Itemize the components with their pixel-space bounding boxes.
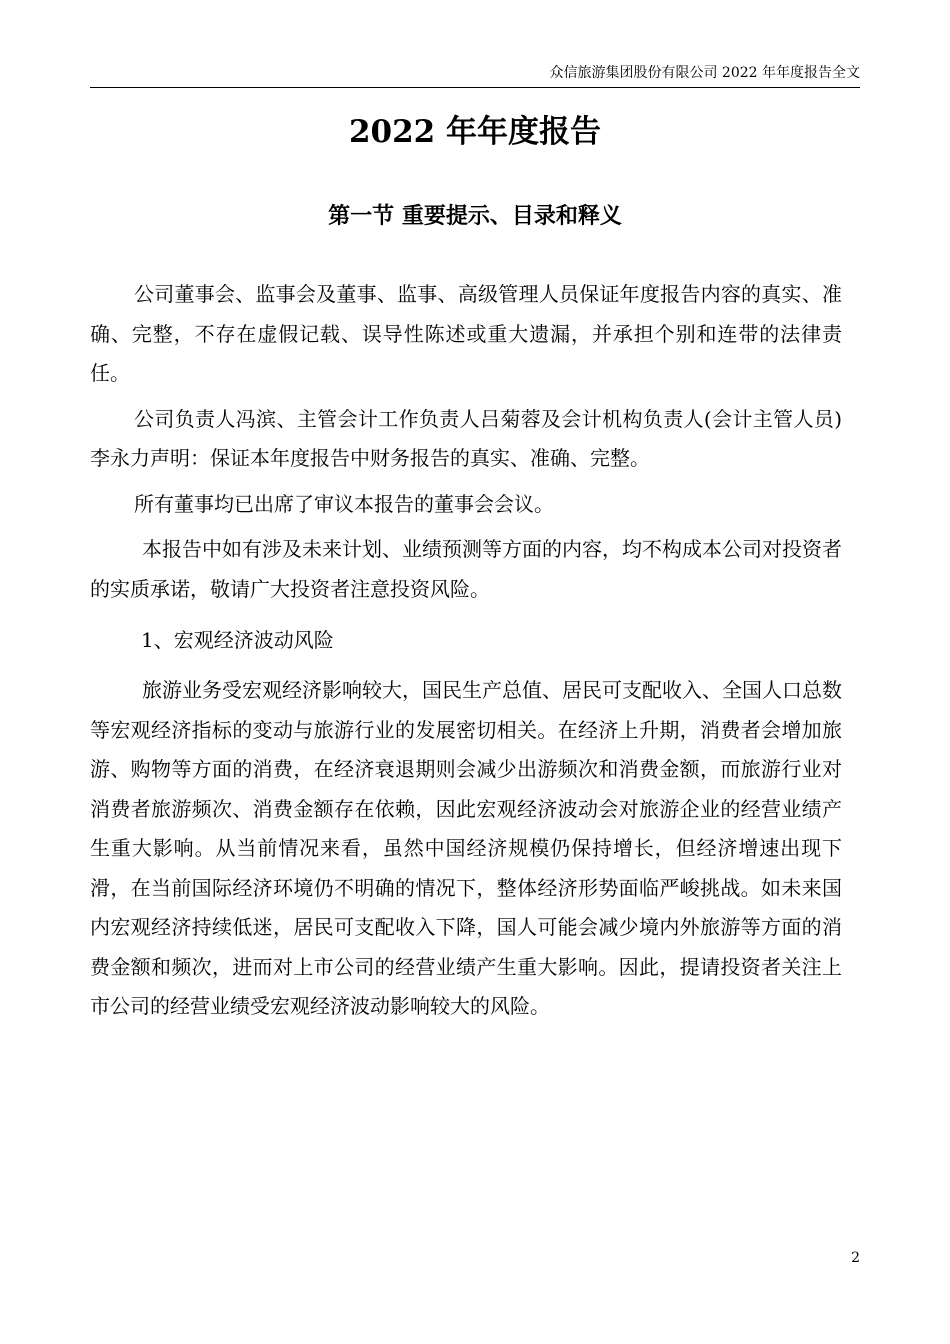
responsible-persons-paragraph: 公司负责人冯滨、主管会计工作负责人吕菊蓉及会计机构负责人(会计主管人员)李永力声明：保证本年度报告中财务报告的真实、准确、完整。 [90,406,842,470]
report-title: 2022 年年度报告 [348,114,602,150]
risk-paragraph: 旅游业务受宏观经济影响较大，国民生产总值、居民可支配收入、全国人口总数等宏观经济指标的变动与旅游行业的发展密切相关。在经济上升期，消费者会增加旅游、购物等方面的消费，在经济衰退期则会减少出游频次和消费金额，而旅游行业对消费者旅游频次、消费金额存在依赖，因此宏观经济波动会对旅游企业的经营业绩产生重大影响。从当前情况来看，虽然中国经济规模仍保持增长，但经济增速出现下滑，在当前国际经济环境仍不明确的情况下，整体经济形势面临严峻挑战。如未来国内宏观经济持续低迷，居民可支配收入下降，国人可能会减少境内外旅游等方面的消费金额和频次，进而对上市公司的经营业绩产生重大影响。因此，提请投资者关注上市公司的经营业绩受宏观经济波动影响较大的风险。 [90,678,842,1018]
page-number: 2 [851,1250,860,1266]
running-header: 众信旅游集团股份有限公司 2022 年年度报告全文 [549,65,860,81]
board-attendance-paragraph: 所有董事均已出席了审议本报告的董事会会议。 [134,491,554,516]
risk-heading: 1、宏观经济波动风险 [141,628,334,652]
header-divider [90,87,860,88]
assurance-paragraph: 公司董事会、监事会及董事、监事、高级管理人员保证年度报告内容的真实、准确、完整，不存在虚假记载、误导性陈述或重大遗漏，并承担个别和连带的法律责任。 [90,282,842,385]
section-heading: 第一节 重要提示、目录和释义 [328,203,622,229]
forward-looking-paragraph: 本报告中如有涉及未来计划、业绩预测等方面的内容，均不构成本公司对投资者的实质承诺，敬请广大投资者注意投资风险。 [90,537,842,601]
page-body [90,275,842,1033]
